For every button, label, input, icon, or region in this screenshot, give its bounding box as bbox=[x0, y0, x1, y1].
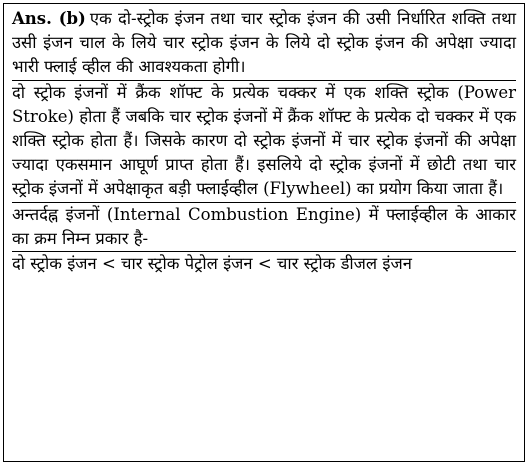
order-intro-paragraph: अन्तर्दह्न इंजनों (Internal Combustion Engine) में फ्लाईव्हील के आकार का क्रम निम्न प्रकार है- bbox=[12, 204, 516, 248]
flywheel-size-order: दो स्ट्रोक इंजन < चार स्ट्रोक पेट्रोल इंजन < चार स्ट्रोक डीजल इंजन bbox=[12, 254, 412, 274]
answer-intro-text: एक दो-स्ट्रोक इंजन तथा चार स्ट्रोक इंजन की उसी निर्धारित शक्ति तथा उसी इंजन चाल के लिये चार स्ट्रोक इंजन के लिये दो स्ट्रोक इंजन की अपेक्षा ज्यादा भारी फ्लाई व्हील की आवश्यकता होगी। bbox=[12, 9, 516, 77]
answer-box bbox=[3, 3, 525, 462]
explanation-paragraph: दो स्ट्रोक इंजनों में क्रैंक शॉफ्ट के प्रत्येक चक्कर में एक शक्ति स्ट्रोक (Power Stroke) होता हैं जबकि चार स्ट्रोक इंजनों में क्रैंक शॉफ्ट के प्रत्येक दो चक्कर में एक शक्ति स्ट्रोक होता हैं। जिसके कारण दो स्ट्रोक इंजनों में चार स्ट्रोक इंजनों की अपेक्षा ज्यादा एकसमान आघूर्ण प्राप्त होता हैं। इसलिये दो स्ट्रोक इंजनों में छोटी तथा चार स्ट्रोक इंजनों में अपेक्षाकृत बड़ी फ्लाईव्हील (Flywheel) का प्रयोग किया जाता हैं। bbox=[12, 82, 516, 199]
answer-label: Ans. (b) bbox=[12, 9, 86, 28]
answer-intro-paragraph bbox=[12, 7, 516, 80]
